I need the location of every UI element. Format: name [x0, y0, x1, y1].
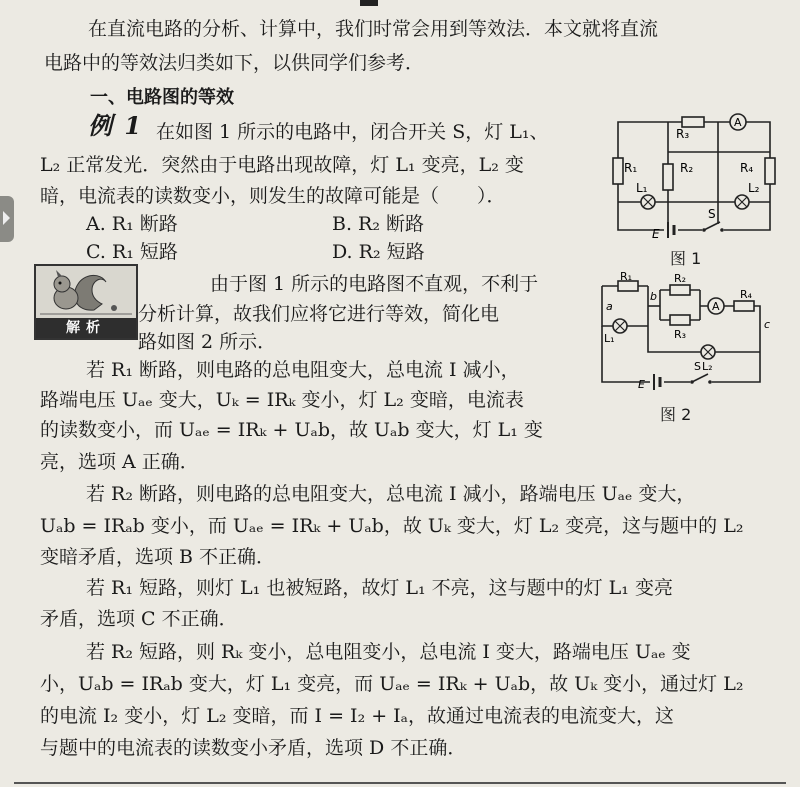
fig2-l2-label: L₂: [702, 360, 713, 373]
figure-2-caption: 图 2: [660, 405, 692, 424]
question-line-2: L₂ 正常发光．突然由于电路出现故障，灯 L₁ 变亮，L₂ 变: [40, 154, 524, 176]
fig2-lamp-l1-icon: [613, 319, 627, 333]
page-edge-tab[interactable]: [0, 196, 14, 242]
analysis-badge: [34, 264, 138, 340]
fig1-r4-resistor: [765, 158, 775, 184]
fig2-ammeter-label: A: [712, 300, 720, 313]
r1-break-line-3: 的读数变小，而 Uₐₑ = IRₖ + Uₐb，故 Uₐb 变大，灯 L₁ 变: [40, 419, 543, 441]
r2-break-line-2: Uₐb = IRₐb 变小，而 Uₐₑ = IRₖ + Uₐb，故 Uₖ 变大，灯 L₂ 变亮，这与题中的 L₂: [40, 515, 744, 537]
analysis-line-2: 分析计算，故我们应将它进行等效，简化电: [138, 303, 500, 325]
intro-line-1: 在直流电路的分析、计算中，我们时常会用到等效法．本文就将直流: [88, 18, 659, 40]
fig1-lamp-l2-icon: [735, 195, 749, 209]
option-b: B. R₂ 断路: [332, 213, 425, 235]
fig1-ammeter-label: A: [734, 116, 742, 129]
fig1-l2-label: L₂: [748, 181, 760, 195]
fig1-r1-label: R₁: [624, 161, 638, 175]
question-line-3: 暗，电流表的读数变小，则发生的故障可能是（ ）．: [40, 185, 506, 207]
intro-line-2: 电路中的等效法归类如下，以供同学们参考．: [44, 52, 425, 74]
r2-short-line-3: 的电流 I₂ 变小，灯 L₂ 变暗，而 I = I₂ + Iₐ，故通过电流表的电流变大，这: [40, 705, 675, 727]
option-a: A. R₁ 断路: [86, 213, 178, 235]
fig2-s-label: S: [694, 360, 701, 373]
r1-break-line-4: 亮，选项 A 正确．: [40, 451, 199, 473]
r1-break-line-2: 路端电压 Uₐₑ 变大，Uₖ = IRₖ 变小，灯 L₂ 变暗，电流表: [40, 389, 524, 411]
fig1-r2-resistor: [663, 164, 673, 190]
fig1-l1-label: L₁: [636, 181, 648, 195]
fig1-r3-resistor: [682, 117, 704, 127]
figure-1-circuit: [610, 112, 780, 262]
section-heading: 一、电路图的等效: [90, 87, 234, 108]
fig2-node-b: b: [650, 290, 657, 303]
option-d: D. R₂ 短路: [332, 241, 425, 263]
r2-break-line-1: 若 R₂ 断路，则电路的总电阻变大，总电流 I 减小，路端电压 Uₐₑ 变大，: [86, 483, 696, 505]
r1-short-line-2: 矛盾，选项 C 不正确．: [40, 608, 238, 630]
r2-break-line-3: 变暗矛盾，选项 B 不正确．: [40, 546, 276, 568]
fig2-node-c: c: [764, 318, 771, 331]
example-tag: 例 1: [88, 111, 144, 140]
page-top-mark: [360, 0, 378, 6]
fig2-r1-label: R₁: [620, 270, 633, 283]
fig1-e-label: E: [652, 227, 660, 241]
fig2-r4-label: R₄: [740, 288, 753, 301]
figure-1-caption: 图 1: [670, 249, 702, 268]
fig2-l1-label: L₁: [604, 332, 615, 345]
fig2-node-a: a: [606, 300, 613, 313]
r2-short-line-4: 与题中的电流表的读数变小矛盾，选项 D 不正确．: [40, 737, 467, 759]
fig2-lamp-l2-icon: [701, 345, 715, 359]
fig2-e-label: E: [638, 378, 645, 391]
fig2-battery-icon: [650, 374, 664, 390]
analysis-line-1: 由于图 1 所示的电路图不直观，不利于: [210, 273, 539, 295]
fig1-s-label: S: [708, 207, 716, 221]
option-c: C. R₁ 短路: [86, 241, 178, 263]
r2-short-line-1: 若 R₂ 短路，则 Rₖ 变小，总电阻变小，总电流 I 变大，路端电压 Uₐₑ 变: [86, 641, 691, 663]
fig1-battery-icon: [664, 222, 678, 238]
analysis-line-3: 路如图 2 所示．: [138, 331, 277, 353]
page-bottom-rule: [14, 782, 786, 784]
fig1-r3-label: R₃: [676, 127, 690, 141]
r1-break-line-1: 若 R₁ 断路，则电路的总电阻变大，总电流 I 减小，: [86, 359, 520, 381]
fig1-r2-label: R₂: [680, 161, 694, 175]
fig1-r1-resistor: [613, 158, 623, 184]
fig1-lamp-l1-icon: [641, 195, 655, 209]
figure-2-circuit: [590, 270, 780, 400]
fig1-r4-label: R₄: [740, 161, 754, 175]
fig2-switch-icon: [690, 374, 712, 388]
r2-short-line-2: 小，Uₐb = IRₐb 变大，灯 L₁ 变亮，而 Uₐₑ = IRₖ + Uₐb，故 Uₖ 变小，通过灯 L₂: [40, 673, 744, 695]
fig2-r2-label: R₂: [674, 272, 687, 285]
fig1-switch-icon: [702, 222, 724, 236]
fig2-r2-resistor: [670, 285, 690, 295]
r1-short-line-1: 若 R₁ 短路，则灯 L₁ 也被短路，故灯 L₁ 不亮，这与题中的灯 L₁ 变亮: [86, 577, 673, 599]
fig2-r3-label: R₃: [674, 328, 687, 341]
fig2-r3-resistor: [670, 315, 690, 325]
analysis-badge-label: 解析: [36, 318, 136, 338]
question-line-1: 在如图 1 所示的电路中，闭合开关 S，灯 L₁、: [156, 121, 549, 143]
fig2-r4-resistor: [734, 301, 754, 311]
squirrel-icon: [36, 266, 136, 318]
